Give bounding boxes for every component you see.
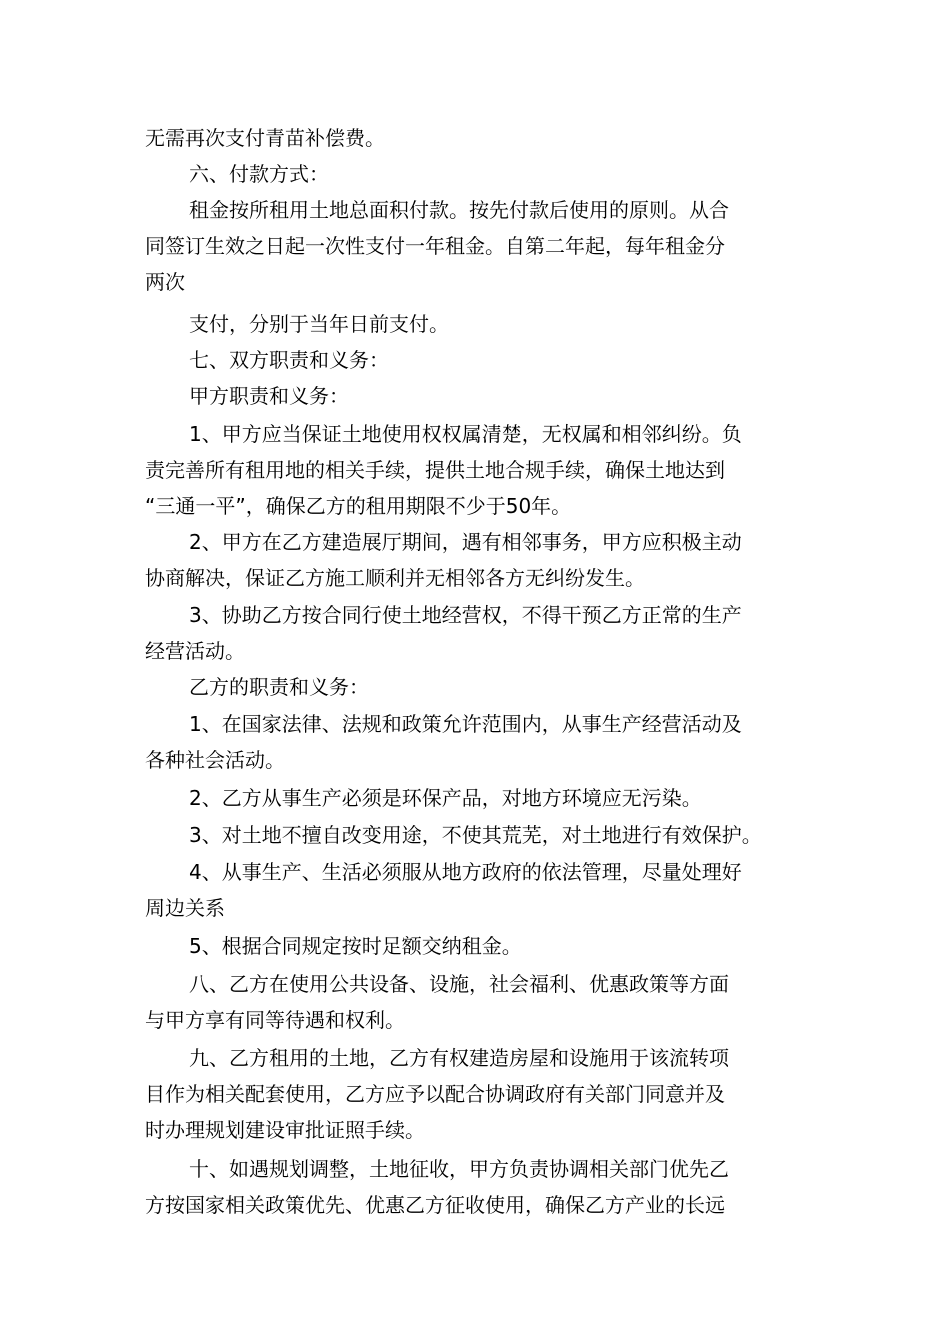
- document-line: “三通一平”，确保乙方的租用期限不少于50年。: [145, 494, 572, 518]
- document-line: 4、从事生产、生活必须服从地方政府的依法管理，尽量处理好: [189, 860, 742, 884]
- document-line: 甲方职责和义务：: [189, 384, 349, 408]
- document-line: 经营活动。: [145, 639, 245, 663]
- document-line: 方按国家相关政策优先、优惠乙方征收使用，确保乙方产业的长远: [145, 1193, 725, 1217]
- document-line: 六、付款方式：: [189, 162, 329, 186]
- document-line: 1、甲方应当保证土地使用权权属清楚，无权属和相邻纠纷。负: [189, 422, 742, 446]
- document-line: 十、如遇规划调整，土地征收，甲方负责协调相关部门优先乙: [189, 1157, 729, 1181]
- document-line: 3、对土地不擅自改变用途，不使其荒芜，对土地进行有效保护。: [189, 823, 762, 847]
- document-line: 时办理规划建设审批证照手续。: [145, 1118, 425, 1142]
- document-line: 各种社会活动。: [145, 748, 285, 772]
- document-line: 周边关系: [145, 896, 225, 920]
- document-line: 5、根据合同规定按时足额交纳租金。: [189, 934, 522, 958]
- document-line: 与甲方享有同等待遇和权利。: [145, 1008, 405, 1032]
- document-line: 责完善所有租用地的相关手续，提供土地合规手续，确保土地达到: [145, 458, 725, 482]
- document-line: 七、双方职责和义务：: [189, 348, 389, 372]
- document-line: 两次: [145, 270, 185, 294]
- document-line: 同签订生效之日起一次性支付一年租金。自第二年起，每年租金分: [145, 234, 725, 258]
- document-line: 3、协助乙方按合同行使土地经营权，不得干预乙方正常的生产: [189, 603, 742, 627]
- document-line: 九、乙方租用的土地，乙方有权建造房屋和设施用于该流转项: [189, 1046, 729, 1070]
- document-line: 2、乙方从事生产必须是环保产品，对地方环境应无污染。: [189, 786, 702, 810]
- document-line: 支付，分别于当年日前支付。: [189, 312, 449, 336]
- document-line: 租金按所租用土地总面积付款。按先付款后使用的原则。从合: [189, 198, 729, 222]
- document-line: 目作为相关配套使用，乙方应予以配合协调政府有关部门同意并及: [145, 1082, 725, 1106]
- document-line: 八、乙方在使用公共设备、设施，社会福利、优惠政策等方面: [189, 972, 729, 996]
- document-line: 无需再次支付青苗补偿费。: [145, 126, 385, 150]
- document-line: 协商解决，保证乙方施工顺利并无相邻各方无纠纷发生。: [145, 566, 645, 590]
- document-line: 2、甲方在乙方建造展厅期间，遇有相邻事务，甲方应积极主动: [189, 530, 742, 554]
- document-line: 1、在国家法律、法规和政策允许范围内，从事生产经营活动及: [189, 712, 742, 736]
- document-line: 乙方的职责和义务：: [189, 675, 369, 699]
